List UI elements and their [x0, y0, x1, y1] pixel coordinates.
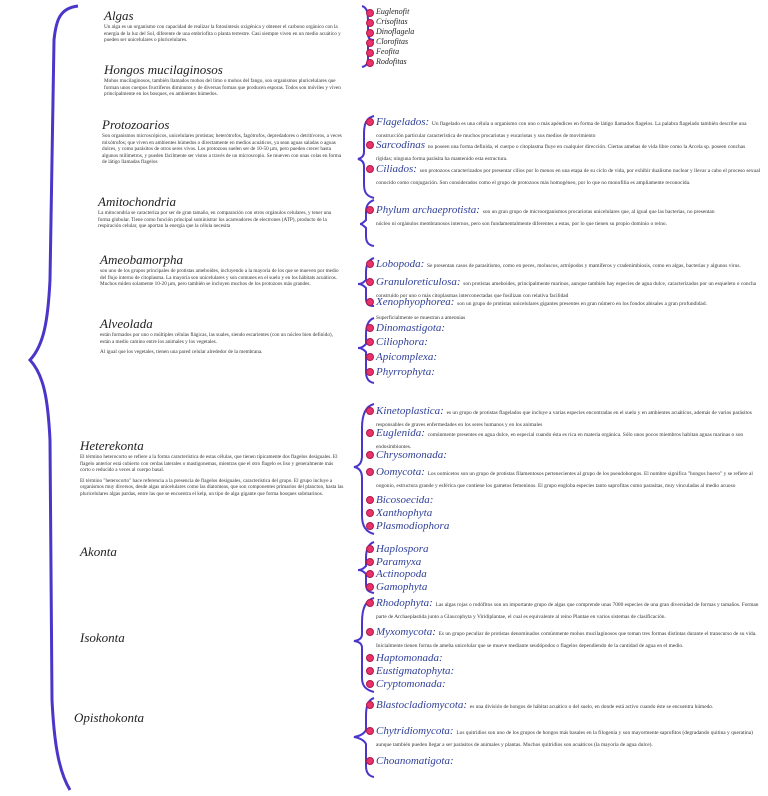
group-isokonta	[80, 630, 125, 645]
taxon-description: Los quitridios son uno de los grupos de hongos más basales en la filogenia y son mayormente saprofitos (degradando quitina y queratina) aunque también pueden llegar a ser parásitos de animales y plantas. Muchos quitridios son acuáticos (la mayoría de agua dulce).	[376, 730, 753, 748]
bullet-dot-icon	[366, 324, 374, 332]
bullet-dot-icon	[366, 545, 374, 553]
taxon-description: son protozoos caracterizados por presentar cilios por lo menos en una etapa de su ciclo de vida, por exhibir dualismo nuclear y llevar a cabo el proceso sexual conocido como conjugación. Son considerados como el grupo de protozoos más homogéneo, por lo que no monofilia es ampliamente reconocida.	[376, 168, 761, 186]
taxon-item	[366, 494, 433, 507]
bullet-dot-icon	[366, 118, 374, 126]
taxon-item	[366, 755, 454, 768]
taxon-name: Flagelados:	[376, 116, 430, 128]
group-title: Ameobamorpha	[100, 252, 184, 267]
taxon-description: es una división de hongos de hábitat acuático o del suelo, en donde está activo cuando éste se encuentra húmedo.	[469, 704, 714, 710]
group-description: Un alga es un organismo con capacidad de realizar la fotosíntesis oxigénica y obtener el carbono orgánico con la energía de la luz del Sol, diferente de una embriofita o planta terrestre. Casi siempre viven en un medio acuático y pueden ser unicelulares o pluricelulares.	[104, 24, 341, 44]
bullet-dot-icon	[366, 298, 374, 306]
bullet-dot-icon	[366, 654, 374, 662]
bullet-dot-icon	[366, 407, 374, 415]
taxon-item	[366, 204, 722, 228]
taxon-item	[366, 351, 437, 364]
group-title: Isokonta	[80, 630, 125, 645]
bullet-dot-icon	[366, 165, 374, 173]
group-description-2: Al igual que los vegetales, tienen una pared celular alrededor de la membrana.	[100, 349, 263, 356]
group-title: Protozoarios	[102, 117, 170, 132]
group-title: Alveolada	[100, 316, 153, 331]
taxon-name: Rhodophyta:	[376, 597, 433, 609]
bullet-dot-icon	[366, 570, 374, 578]
taxon-item	[366, 466, 762, 490]
group-title: Hongos mucilaginosos	[104, 62, 223, 77]
group-protozoarios	[102, 117, 342, 166]
taxon-item	[366, 581, 427, 594]
group-description-2: El término "heterocorto" hace referencia a la presencia de flagelos desiguales, característica del grupo. El grupo incluye a organismos muy diversos, desde algas unicelulares como las diatomeas, que son componentes primarios del plancton, hasta las pluricelulares algas pardas, entre las que se encuentra el kelp, un tipo de alga gigante que forma bosques submarinos.	[80, 477, 344, 497]
taxon-item	[366, 543, 429, 556]
taxon-item	[366, 139, 762, 163]
algas-item: Dinoflagela	[366, 27, 414, 37]
bullet-dot-icon	[366, 353, 374, 361]
taxon-description: es un grupo de protistas flagelados que incluye a varias especies encontradas en el suelo y en ambientes acuáticos, además de varios parásitos responsables de graves enfermedades en los seres humanos y en los animales	[376, 410, 752, 428]
bullet-dot-icon	[366, 141, 374, 149]
taxon-description: no poseen una forma definida, el cuerpo o citoplasma fluye en cualquier dirección. Ciertas amebas de vida libre como la Arcela sp. poseen conchas rígidas; ninguna forma parásita ha mantenido esta estructura.	[376, 144, 746, 162]
taxon-item	[366, 652, 443, 665]
group-title: Akonta	[80, 544, 117, 559]
taxon-item	[366, 449, 447, 462]
taxon-item	[366, 568, 427, 581]
taxon-description: son un grupo de protistas unicelulares gigantes presentes en gran número en los fondos abisales a gran profundidad.	[457, 301, 707, 307]
taxon-item	[366, 699, 762, 711]
taxon-name: Paramyxa	[376, 556, 422, 568]
bullet-dot-icon	[366, 558, 374, 566]
group-description: están formados por uno o múltiples células flágicas, las suales, siendo escarientes (con un núcleo bien definido), están a medio camino entre los animales y los vegetales.	[100, 332, 333, 345]
bullet-dot-icon	[366, 59, 374, 67]
bullet-dot-icon	[366, 667, 374, 675]
group-description: son uno de los grupos principales de protistas ameboides, incluyendo a la mayoría de los que se mueven por medio del flujo interno de citoplasma. La mayoría son unicelulares y son comunes en el suelo y en los hábitats acuáticos. Muchos miden solamente 10-20 µm, pero también se incluyen muchos de los protozoos más grandes.	[100, 268, 339, 288]
taxon-item	[366, 520, 449, 533]
group-title: Amitochondria	[98, 194, 176, 209]
group-algas	[104, 8, 344, 44]
taxon-item	[366, 626, 762, 650]
taxon-description: Se presentan casos de parasitismo, como en peces, moluscos, artrópodos y mamíferos y cradenimbiosis, como en algas, bacterias y algunos virus.	[427, 263, 741, 269]
taxon-name: Dinomastigota:	[376, 322, 446, 334]
taxon-name: Chytridiomycota:	[376, 725, 454, 737]
algas-item: Clorofitas	[366, 37, 408, 47]
taxon-item	[366, 366, 435, 379]
taxon-name: Sarcodinas	[376, 139, 426, 151]
taxon-description: son protistas ameboides, principalmente marinos, aunque también hay especies de agua dulce, caracterizados por un esqueleto o concha construido por uno o más citoplasmas interconectadas que fosilizan con relativa facilidad	[376, 281, 757, 299]
taxon-name: Chrysomonada:	[376, 449, 447, 461]
taxon-name: Haplospora	[376, 543, 429, 555]
group-description: El término heterocorto se refiere a la forma característica de estas células, que tienen típicamente dos flagelos desiguales. El flagelo anterior está cubierto con cerdas laterales o mastigonemas, mientras que el otro flagelo es liso y generalmente más corto o reducido a veces al cuerpo basal.	[80, 454, 338, 474]
taxon-name: Ciliados:	[376, 163, 417, 175]
group-heterekonta	[80, 438, 344, 498]
taxon-description: Las algas rojas o rodófitos son un importante grupo de algas que comprende unas 7000 especies de una gran diversidad de formas y tamaños. Forman parte de Archaeplastida junto a Glaucophyta y Viridiplantae, el cual es equivalente al reino Plantae en varios sistemas de clasificación.	[376, 602, 759, 620]
taxon-item	[366, 427, 762, 451]
bullet-dot-icon	[366, 522, 374, 530]
taxon-name: Bicosoecida:	[376, 494, 434, 506]
algas-item: Rodofitas	[366, 57, 407, 67]
taxon-item	[366, 405, 762, 429]
taxon-name: Ciliophora:	[376, 336, 428, 348]
taxon-item	[366, 507, 432, 520]
group-hongos-mucilaginosos	[104, 62, 344, 98]
taxon-item	[366, 322, 445, 335]
bullet-dot-icon	[366, 29, 374, 37]
taxon-item	[366, 336, 428, 349]
taxon-description: Un flagelado es una célula u organismo con uno o más apéndices en forma de látigo llamados flagelos. La palabra flagelado también describe una construcción particular característica de muchos procariotas y eucariotas y sus medios de movimiento	[376, 121, 747, 139]
taxon-item	[366, 678, 446, 691]
bullet-dot-icon	[366, 19, 374, 27]
group-description: La mitocondria se caracteriza por ser de gran tamaño, en comparación con otros orgánulos celulares, y tener una forma globular. Tiene como función principal suministrar los acarreadores de electrones (ATP), producto de la respiración celular, que aportan la energía que la célula necesita	[98, 210, 332, 230]
taxon-item	[366, 725, 762, 749]
group-description: Son organismos microscópicos, unicelulares protistas; heterótrofos, fagótrofos, depredadores o detritívoros, a veces mixótrofos; que viven en ambientes húmedos o directamente en medios acuáticos, ya sean aguas saladas o aguas dulces, y como parásitos de otros seres vivos. Los protozoos suelen ser de 10-50 µm, pero pueden crecer hasta algunos milímetros, y pueden fácilmente ser vistos a través de un microscopio. Se mueven con unas colas en forma de látigo llamadas flagelos	[102, 133, 342, 166]
bullet-dot-icon	[366, 368, 374, 376]
taxon-name: Choanomatigota:	[376, 755, 454, 767]
taxon-name: Eustigmatophyta:	[376, 665, 455, 677]
bullet-dot-icon	[366, 599, 374, 607]
taxon-name: Myxomycota:	[376, 626, 436, 638]
bullet-dot-icon	[366, 628, 374, 636]
taxon-note: Superficialmente se muestran a ameonias	[376, 315, 466, 321]
bullet-dot-icon	[366, 680, 374, 688]
taxon-item	[366, 163, 762, 187]
group-opisthokonta	[74, 710, 144, 725]
taxon-name: Cryptomonada:	[376, 678, 446, 690]
taxon-name: Plasmodiophora	[376, 520, 450, 532]
taxon-description: Es un grupo peculiar de protistas denominados comúnmente mohos mucilaginosos que toman tres formas distintas durante el transcurso de su vida. Inicialmente tienen forma de ameba unicelular que se mueve mediante seudópodos o flagelos dependiendo de la cantidad de agua en el medio.	[376, 631, 757, 649]
group-amitochondria	[98, 194, 344, 230]
taxon-description: Los oomicetos son un grupo de protistas filamentosos pertenecientes al grupo de los pseudohongos. El nombre significa "hongos huevo" y se refiere al oogonio, estructura grande y esférica que contiene los gametos femeninos. El grupo engloba especies tanto saprofitas como parasitas, muy vinculadas al medio acuoso	[376, 471, 753, 489]
taxon-name: Apicomplexa:	[376, 351, 438, 363]
bullet-dot-icon	[366, 509, 374, 517]
taxon-item	[366, 116, 762, 140]
group-ameobamorpha	[100, 252, 346, 288]
bullet-dot-icon	[366, 9, 374, 17]
bullet-dot-icon	[366, 260, 374, 268]
taxon-name: Lobopoda:	[376, 258, 425, 270]
taxon-name: Blastocladiomycota:	[376, 699, 468, 711]
algas-item: Crisofitas	[366, 17, 408, 27]
algas-item: Feofita	[366, 47, 399, 57]
taxon-item	[366, 258, 762, 270]
taxon-name: Oomycota:	[376, 466, 425, 478]
bullet-dot-icon	[366, 757, 374, 765]
bullet-dot-icon	[366, 727, 374, 735]
bullet-dot-icon	[366, 701, 374, 709]
bullet-dot-icon	[366, 583, 374, 591]
taxon-name: Kinetoplastica:	[376, 405, 444, 417]
taxon-name: Phyrrophyta:	[376, 366, 435, 378]
taxon-name: Gamophyta	[376, 581, 428, 593]
taxon-name: Xanthophyta	[376, 507, 433, 519]
group-title: Opisthokonta	[74, 710, 145, 725]
bullet-dot-icon	[366, 278, 374, 286]
taxon-item	[366, 296, 762, 308]
bullet-dot-icon	[366, 49, 374, 57]
taxon-name: Phylum archaeprotista:	[376, 204, 480, 216]
bullet-dot-icon	[366, 451, 374, 459]
taxon-item	[366, 665, 454, 678]
bullet-dot-icon	[366, 206, 374, 214]
taxon-name: Euglenida:	[376, 427, 425, 439]
group-description: Mohos mucilaginosos, también llamados mohos del limo o mohos del fango, son organismos pluricelulares que forman unos cuerpos fructíferos diminutos y de diversas formas que producen esporas. Todos son móviles y viven principalmente en los bosques, en ambientes húmedos.	[104, 78, 341, 98]
taxon-name: Granuloreticulosa:	[376, 276, 461, 288]
bullet-dot-icon	[366, 429, 374, 437]
group-akonta	[80, 544, 117, 559]
main-brace	[30, 6, 78, 790]
taxon-description: son un gran grupo de microorganismos procariotas unicelulares que, al igual que las bacterias, no presentan núcleo ni orgánulos membranosos internos, pero son fundamentalmente diferentes a estas, por lo que tienen su propio dominio o reino.	[376, 209, 715, 227]
bullet-dot-icon	[366, 338, 374, 346]
group-alveolada	[100, 316, 344, 356]
group-title: Algas	[104, 8, 134, 23]
bullet-dot-icon	[366, 468, 374, 476]
taxon-name: Xenophyophorea:	[376, 296, 455, 308]
bullet-dot-icon	[366, 39, 374, 47]
taxon-item	[366, 597, 762, 621]
algas-item: Euglenofit	[366, 7, 409, 17]
taxon-description: comúnmente presentes en agua dulce, en especial cuando ésta es rica en materia orgánica. Sólo unos pocos miembros habitan aguas marinas o son endosimbiontes.	[376, 432, 744, 450]
bullet-dot-icon	[366, 496, 374, 504]
taxon-name: Actinopoda	[376, 568, 427, 580]
taxon-name: Haptomonada:	[376, 652, 443, 664]
group-title: Heterekonta	[80, 438, 144, 453]
